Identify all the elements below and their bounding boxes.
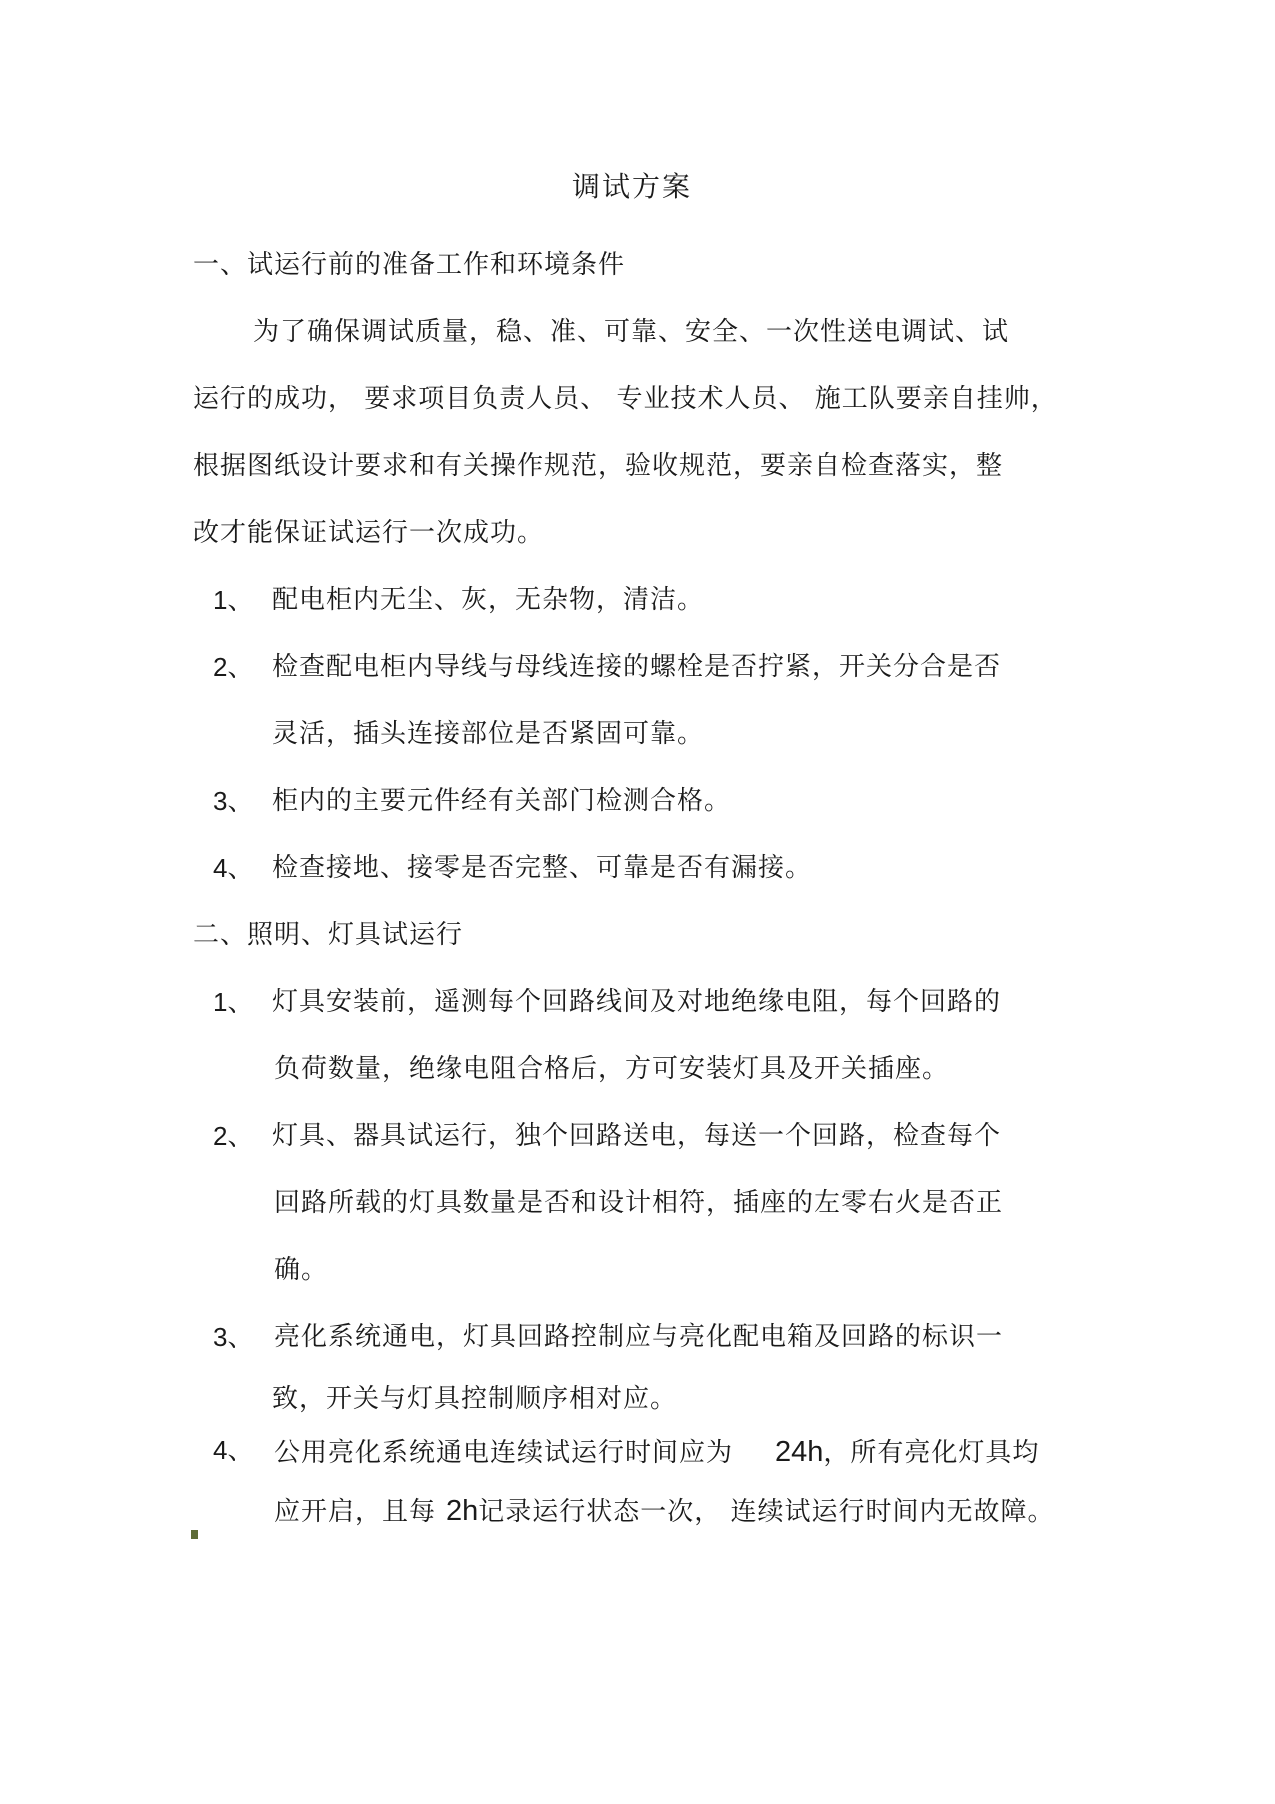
s1-item-4-line-1: 检查接地、接零是否完整、可靠是否有漏接。 xyxy=(272,853,813,883)
s2-item-2-number: 2、 xyxy=(213,1121,254,1151)
s1-item-2-line-2: 灵活，插头连接部位是否紧固可靠。 xyxy=(272,719,705,749)
s2-item-4-number: 4、 xyxy=(213,1435,254,1465)
s2-item-1-line-2: 负荷数量，绝缘电阻合格后，方可安装灯具及开关插座。 xyxy=(274,1054,950,1084)
s1-item-2-line-1: 检查配电柜内导线与母线连接的螺栓是否拧紧，开关分合是否 xyxy=(272,652,1002,682)
s2-item-2-line-2: 回路所载的灯具数量是否和设计相符，插座的左零右火是否正 xyxy=(274,1188,1004,1218)
s1-item-2-number: 2、 xyxy=(213,652,254,682)
section-1-heading: 一、试运行前的准备工作和环境条件 xyxy=(193,250,626,280)
s2-item-3-line-2: 致，开关与灯具控制顺序相对应。 xyxy=(272,1384,678,1414)
s2-item-4-line-2 xyxy=(274,1494,1055,1529)
section-1-paragraph-line-4: 改才能保证试运行一次成功。 xyxy=(193,518,545,548)
s1-item-3-number: 3、 xyxy=(213,786,254,816)
section-2-heading: 二、照明、灯具试运行 xyxy=(193,920,464,950)
s2-item-3-line-1: 亮化系统通电，灯具回路控制应与亮化配电箱及回路的标识一 xyxy=(274,1322,1004,1352)
page-title: 调试方案 xyxy=(572,170,693,203)
s2-item-4-line-2-text-a: 应开启，且每 xyxy=(274,1497,437,1527)
scan-mark xyxy=(191,1530,198,1539)
s1-item-3-line-1: 柜内的主要元件经有关部门检测合格。 xyxy=(272,786,732,816)
s2-item-4-line-1 xyxy=(274,1435,1039,1470)
s2-item-3-number: 3、 xyxy=(213,1322,254,1352)
s2-item-4-interval-value: 2h xyxy=(446,1495,479,1527)
section-1-paragraph-line-2: 运行的成功， 要求项目负责人员、 专业技术人员、 施工队要亲自挂帅， xyxy=(193,384,1058,414)
s2-item-1-line-1: 灯具安装前，遥测每个回路线间及对地绝缘电阻，每个回路的 xyxy=(272,987,1002,1017)
s2-item-1-number: 1、 xyxy=(213,987,254,1017)
s2-item-4-line-1-text-c: ，所有亮化灯具均 xyxy=(823,1438,1040,1468)
section-1-paragraph-line-3: 根据图纸设计要求和有关操作规范，验收规范，要亲自检查落实，整 xyxy=(193,451,1004,481)
s2-item-4-line-1-text-a: 公用亮化系统通电连续试运行时间应为 xyxy=(274,1438,734,1468)
section-1-paragraph-line-1: 为了确保调试质量，稳、准、可靠、安全、一次性送电调试、试 xyxy=(253,317,1010,347)
s2-item-2-line-3: 确。 xyxy=(274,1255,329,1285)
s1-item-4-number: 4、 xyxy=(213,853,254,883)
s1-item-1-number: 1、 xyxy=(213,585,254,615)
s2-item-4-line-2-text-c: 记录运行状态一次， 连续试运行时间内无故障。 xyxy=(478,1497,1055,1527)
s2-item-4-duration-value: 24h xyxy=(775,1436,824,1468)
s2-item-2-line-1: 灯具、器具试运行，独个回路送电，每送一个回路，检查每个 xyxy=(272,1121,1002,1151)
s1-item-1-line-1: 配电柜内无尘、灰，无杂物，清洁。 xyxy=(272,585,705,615)
